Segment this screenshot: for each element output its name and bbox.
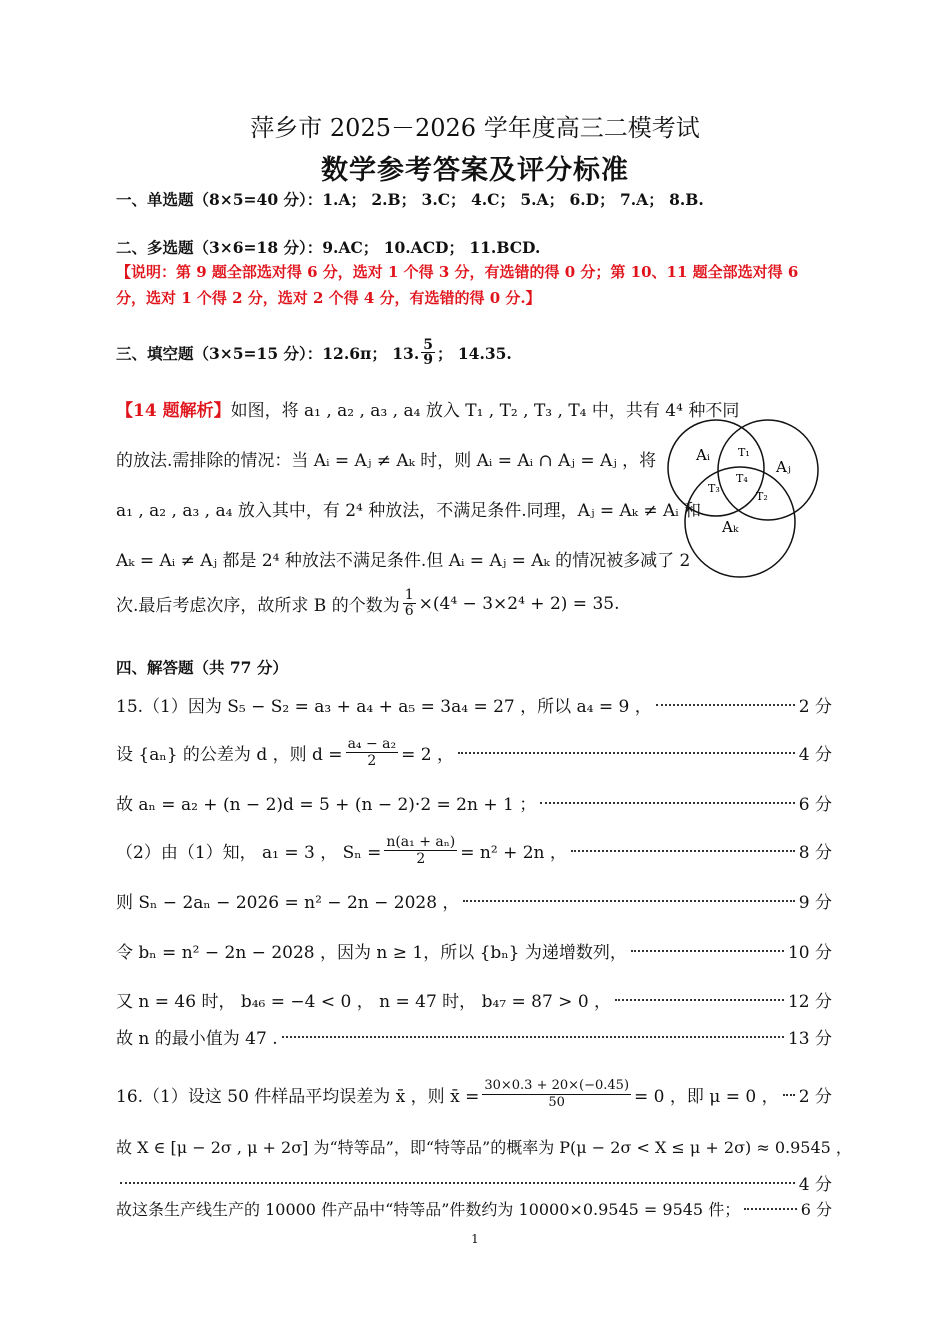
- page-number: 1: [471, 1232, 479, 1246]
- leader-dots: [463, 899, 794, 902]
- leader-dots: [783, 1093, 795, 1096]
- q16-text-1b: = 0 ，即 μ = 0 ，: [634, 1087, 779, 1107]
- label-t1: T₁: [738, 446, 750, 459]
- analysis-line-4: Aₖ = Aᵢ ≠ Aⱼ 都是 2⁴ 种放法不满足条件.但 Aᵢ = Aⱼ = Aₖ 的情况被多减了 2: [116, 551, 691, 571]
- analysis-result: ×(4⁴ − 3×2⁴ + 2) = 35.: [418, 593, 620, 614]
- score-label: 10 分: [787, 943, 832, 963]
- leader-dots: [744, 1207, 797, 1210]
- fraction-denominator: 2: [367, 753, 377, 769]
- scoring-note-line1: 【说明：第 9 题全部选对得 6 分，选对 1 个得 3 分，有选错的得 0 分；第 10、11 题全部选对得 6: [116, 263, 799, 281]
- fraction-denominator: 2: [416, 851, 426, 867]
- q15-row-4: [116, 834, 832, 867]
- section-fill-blank: [116, 338, 512, 367]
- q16-text-1a: 16.（1）设这 50 件样品平均误差为 x̄ ，则 x̄ =: [116, 1087, 480, 1107]
- section-solutions: 四、解答题（共 77 分）: [116, 658, 288, 677]
- q15-row-1: [116, 692, 832, 717]
- analysis-line-3: a₁ , a₂ , a₃ , a₄ 放入其中，有 2⁴ 种放法，不满足条件.同理，Aⱼ = Aₖ ≠ Aᵢ 和: [116, 501, 702, 521]
- fraction-numerator: 5: [423, 337, 433, 353]
- q15-row-7: [116, 987, 832, 1012]
- fraction-numerator: n(a₁ + aₙ): [386, 834, 456, 850]
- score-label: 4 分: [798, 1175, 832, 1195]
- fill-blank-prefix: 三、填空题（3×5=15 分）：12.6π； 13.: [116, 343, 420, 363]
- label-t3: T₃: [708, 482, 720, 495]
- q15-row-5: [116, 888, 832, 913]
- analysis-line-5: [116, 588, 619, 619]
- q15-text-1: 15.（1）因为 S₅ − S₂ = a₃ + a₄ + a₅ = 3a₄ = 27 ，所以 a₄ = 9 ，: [116, 697, 652, 717]
- q15-text-4a: （2）由（1）知， a₁ = 3 ， Sₙ =: [116, 843, 382, 863]
- fraction: [403, 588, 416, 619]
- leader-dots: [282, 1035, 784, 1038]
- q16-text-3: 故这条生产线生产的 10000 件产品中“特等品”件数约为 10000×0.9545 = 9545 件；: [116, 1200, 741, 1219]
- q15-text-8: 故 n 的最小值为 47 .: [116, 1029, 278, 1049]
- q15-text-4b: = n² + 2n ，: [460, 843, 567, 863]
- analysis-line-1: [116, 396, 739, 421]
- q16-row-3: [116, 1197, 832, 1220]
- venn-diagram: [660, 412, 830, 582]
- q16-row-1: [116, 1078, 832, 1111]
- section-multi-choice: 二、多选题（3×6=18 分）：9.AC； 10.ACD； 11.BCD.: [116, 238, 541, 257]
- fraction-numerator: 1: [404, 587, 414, 603]
- q15-row-8: [116, 1024, 832, 1049]
- q15-text-2b: = 2 ，: [401, 745, 454, 765]
- q15-text-7: 又 n = 46 时， b₄₆ = −4 < 0 ， n = 47 时， b₄₇ = 87 > 0 ，: [116, 992, 612, 1012]
- fraction: [421, 338, 435, 367]
- leader-dots: [631, 949, 784, 952]
- q15-row-3: [116, 790, 832, 815]
- score-label: 2 分: [798, 697, 832, 717]
- scoring-note-line2: 分，选对 1 个得 2 分，选对 2 个得 4 分，有选错的得 0 分.】: [116, 289, 541, 307]
- q15-text-3: 故 aₙ = a₂ + (n − 2)d = 5 + (n − 2)·2 = 2n + 1 ；: [116, 795, 537, 815]
- section-single-choice: 一、单选题（8×5=40 分）：1.A； 2.B； 3.C； 4.C； 5.A； 6.D； 7.A； 8.B.: [116, 190, 704, 209]
- score-label: 6 分: [798, 795, 832, 815]
- score-label: 13 分: [787, 1029, 832, 1049]
- q15-row-6: [116, 938, 832, 963]
- fraction-numerator: a₄ − a₂: [347, 736, 397, 752]
- leader-dots: [656, 703, 795, 706]
- label-ak: Aₖ: [722, 518, 739, 536]
- leader-dots: [458, 751, 795, 754]
- fraction: [482, 1078, 631, 1111]
- analysis-line-2: 的放法.需排除的情况：当 Aᵢ = Aⱼ ≠ Aₖ 时，则 Aᵢ = Aᵢ ∩ Aⱼ = Aⱼ ，将: [116, 451, 657, 471]
- label-ai: Aᵢ: [696, 446, 710, 464]
- q15-text-5: 则 Sₙ − 2aₙ − 2026 = n² − 2n − 2028 ，: [116, 893, 460, 913]
- score-label: 4 分: [798, 745, 832, 765]
- analysis-text-5: 次.最后考虑次序，故所求 B 的个数为: [116, 596, 400, 616]
- leader-dots: [540, 801, 795, 804]
- q15-row-2: [116, 736, 832, 769]
- label-t4: T₄: [736, 472, 748, 485]
- score-label: 6 分: [800, 1200, 832, 1219]
- label-t2: T₂: [756, 490, 768, 503]
- fraction-denominator: 9: [423, 352, 433, 368]
- doc-subtitle: 数学参考答案及评分标准: [321, 155, 629, 186]
- label-aj: Aⱼ: [776, 458, 791, 476]
- fraction-denominator: 6: [404, 603, 414, 619]
- leader-dots: [120, 1181, 795, 1184]
- score-label: 12 分: [787, 992, 832, 1012]
- fraction-denominator: 50: [548, 1095, 565, 1110]
- score-label: 9 分: [798, 893, 832, 913]
- fill-blank-suffix: ； 14.35.: [436, 343, 512, 363]
- leader-dots: [615, 998, 784, 1001]
- q16-row-2-score: [116, 1170, 832, 1195]
- score-label: 2 分: [798, 1087, 832, 1107]
- doc-title: 萍乡市 2025－2026 学年度高三二模考试: [250, 114, 700, 142]
- q16-text-2: 故 X ∈ [μ − 2σ , μ + 2σ] 为“特等品”，即“特等品”的概率为 P(μ − 2σ < X ≤ μ + 2σ) ≈ 0.9545 ，: [116, 1138, 852, 1157]
- q15-text-6: 令 bₙ = n² − 2n − 2028 ，因为 n ≥ 1，所以 {bₙ} 为递增数列，: [116, 943, 627, 963]
- fraction: [384, 834, 457, 867]
- fraction: [346, 736, 399, 769]
- score-label: 8 分: [798, 843, 832, 863]
- leader-dots: [571, 849, 795, 852]
- analysis-tag: 【14 题解析】: [116, 401, 231, 421]
- q15-text-2a: 设 {aₙ} 的公差为 d ，则 d =: [116, 745, 343, 765]
- analysis-text-1: 如图，将 a₁ , a₂ , a₃ , a₄ 放入 T₁ , T₂ , T₃ , T₄ 中，共有 4⁴ 种不同: [230, 401, 740, 421]
- fraction-numerator: 30×0.3 + 20×(−0.45): [484, 1078, 630, 1093]
- circle-aj: [718, 420, 818, 520]
